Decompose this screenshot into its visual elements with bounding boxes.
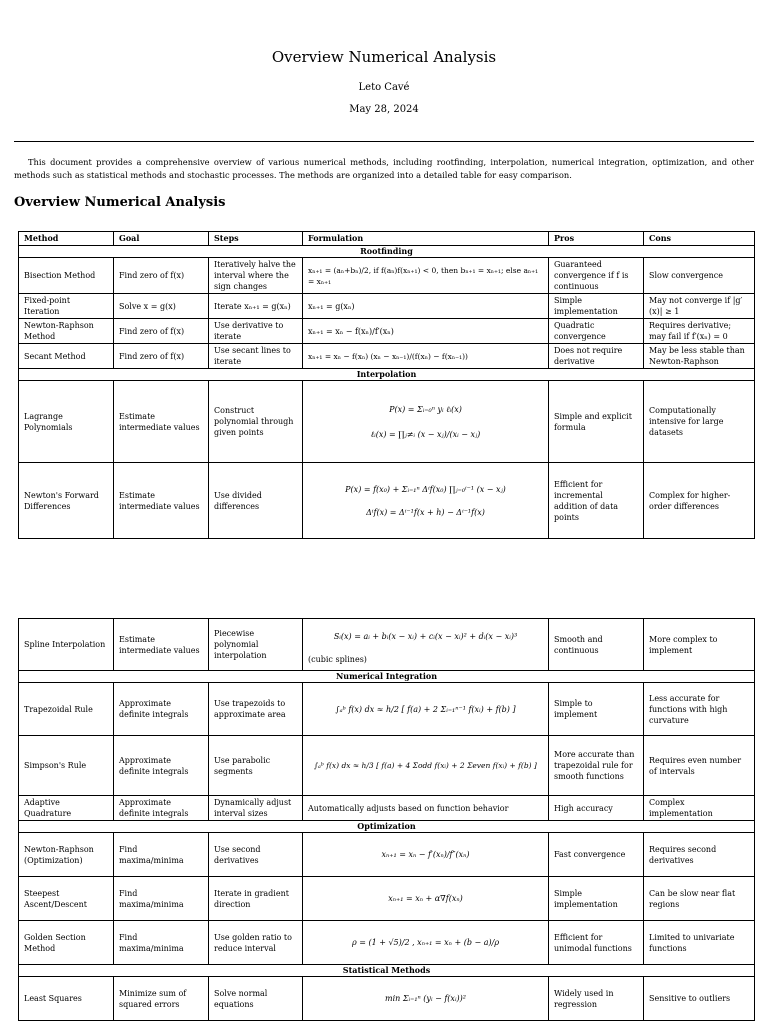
cell-steps: Use divided differences <box>209 463 303 539</box>
formula-line: P(x) = Σᵢ₌₀ⁿ yᵢ ℓᵢ(x) <box>389 404 462 414</box>
cell-pros: Guaranteed convergence if f is continuous <box>549 258 644 294</box>
cell-method: Simpson's Rule <box>19 736 114 796</box>
cell-goal: Find zero of f(x) <box>114 344 209 369</box>
cell-steps: Use parabolic segments <box>209 736 303 796</box>
cell-cons: May not converge if |g′(x)| ≥ 1 <box>644 294 755 319</box>
cell-goal: Estimate intermediate values <box>114 619 209 671</box>
methods-table-part-1 <box>18 231 755 539</box>
header-cons: Cons <box>644 232 755 246</box>
cell-pros: Does not require derivative <box>549 344 644 369</box>
cell-goal: Estimate intermediate values <box>114 381 209 463</box>
cell-method: Secant Method <box>19 344 114 369</box>
cell-formulation: Automatically adjusts based on function behavior <box>303 796 549 821</box>
table-row <box>19 977 755 1021</box>
table-row <box>19 833 755 877</box>
cell-steps: Construct polynomial through given points <box>209 381 303 463</box>
table-row <box>19 921 755 965</box>
cell-pros: Efficient for unimodal functions <box>549 921 644 965</box>
cell-goal: Approximate definite integrals <box>114 736 209 796</box>
formula-note: (cubic splines) <box>308 654 367 664</box>
cell-formulation: xₙ₊₁ = xₙ + α∇f(xₙ) <box>303 877 549 921</box>
table-row <box>19 294 755 319</box>
cell-goal: Find maxima/minima <box>114 921 209 965</box>
cell-steps: Use derivative to iterate <box>209 319 303 344</box>
document-author: Leto Cavé <box>358 82 410 93</box>
table-row <box>19 319 755 344</box>
table-row <box>19 736 755 796</box>
cell-formulation: min Σᵢ₌₁ⁿ (yᵢ − f(xᵢ))² <box>303 977 549 1021</box>
cell-pros: Simple and explicit formula <box>549 381 644 463</box>
table-row <box>19 877 755 921</box>
cell-goal: Approximate definite integrals <box>114 796 209 821</box>
category-row <box>19 246 755 258</box>
category-integration: Numerical Integration <box>19 671 755 683</box>
cell-cons: Requires derivative; may fail if f′(xₙ) = 0 <box>644 319 755 344</box>
category-row <box>19 821 755 833</box>
cell-steps: Use trapezoids to approximate area <box>209 683 303 736</box>
cell-pros: Simple implementation <box>549 877 644 921</box>
formula-line: ℓᵢ(x) = ∏ⱼ≠ᵢ (x − xⱼ)/(xᵢ − xⱼ) <box>370 429 481 439</box>
table-row <box>19 796 755 821</box>
cell-formulation: xₙ₊₁ = (aₙ+bₙ)/2, if f(aₙ)f(xₙ₊₁) < 0, then bₙ₊₁ = xₙ₊₁; else aₙ₊₁ = xₙ₊₁ <box>303 258 549 294</box>
cell-steps: Use golden ratio to reduce interval <box>209 921 303 965</box>
cell-pros: Widely used in regression <box>549 977 644 1021</box>
table-row <box>19 381 755 463</box>
cell-pros: Fast convergence <box>549 833 644 877</box>
cell-steps: Piecewise polynomial interpolation <box>209 619 303 671</box>
cell-goal: Solve x = g(x) <box>114 294 209 319</box>
cell-pros: Simple implementation <box>549 294 644 319</box>
header-goal: Goal <box>114 232 209 246</box>
title-rule <box>14 141 754 142</box>
cell-pros: Smooth and continuous <box>549 619 644 671</box>
cell-formulation: xₙ₊₁ = xₙ − f(xₙ)/f′(xₙ) <box>303 319 549 344</box>
cell-pros: Efficient for incremental addition of data points <box>549 463 644 539</box>
table-header-row <box>19 232 755 246</box>
cell-pros: Quadratic convergence <box>549 319 644 344</box>
cell-formulation: xₙ₊₁ = xₙ − f′(xₙ)/f″(xₙ) <box>303 833 549 877</box>
cell-goal: Find zero of f(x) <box>114 319 209 344</box>
section-heading: Overview Numerical Analysis <box>14 195 226 210</box>
cell-method: Least Squares <box>19 977 114 1021</box>
cell-formulation: ∫ₐᵇ f(x) dx ≈ h/3 [ f(a) + 4 Σodd f(xᵢ) + 2 Σeven f(xᵢ) + f(b) ] <box>303 736 549 796</box>
category-rootfinding: Rootfinding <box>19 246 755 258</box>
cell-steps: Solve normal equations <box>209 977 303 1021</box>
cell-cons: Can be slow near flat regions <box>644 877 755 921</box>
cell-cons: Slow convergence <box>644 258 755 294</box>
abstract: This document provides a comprehensive overview of various numerical methods, including rootfinding, interpolation, numerical integration, optimization, and other methods such as statistical methods and stochastic processes. The methods are organized into a detailed table for easy comparison. <box>14 157 754 180</box>
table-row <box>19 258 755 294</box>
cell-cons: More complex to implement <box>644 619 755 671</box>
cell-pros: High accuracy <box>549 796 644 821</box>
category-row <box>19 369 755 381</box>
cell-steps: Iterate xₙ₊₁ = g(xₙ) <box>209 294 303 319</box>
cell-cons: Requires second derivatives <box>644 833 755 877</box>
cell-method: Newton-Raphson (Optimization) <box>19 833 114 877</box>
cell-formulation: ∫ₐᵇ f(x) dx ≈ h/2 [ f(a) + 2 Σᵢ₌₁ⁿ⁻¹ f(xᵢ) + f(b) ] <box>303 683 549 736</box>
cell-method: Newton's Forward Differences <box>19 463 114 539</box>
cell-method: Steepest Ascent/Descent <box>19 877 114 921</box>
cell-goal: Approximate definite integrals <box>114 683 209 736</box>
cell-method: Trapezoidal Rule <box>19 683 114 736</box>
cell-steps: Dynamically adjust interval sizes <box>209 796 303 821</box>
cell-method: Lagrange Polynomials <box>19 381 114 463</box>
category-interpolation: Interpolation <box>19 369 755 381</box>
formula-line: Δⁱf(x) = Δⁱ⁻¹f(x + h) − Δⁱ⁻¹f(x) <box>366 507 485 517</box>
header-steps: Steps <box>209 232 303 246</box>
cell-cons: Requires even number of intervals <box>644 736 755 796</box>
cell-formulation: xₙ₊₁ = g(xₙ) <box>303 294 549 319</box>
cell-method: Adaptive Quadrature <box>19 796 114 821</box>
cell-formulation <box>303 381 549 463</box>
cell-pros: More accurate than trapezoidal rule for smooth functions <box>549 736 644 796</box>
cell-cons: Complex implementation <box>644 796 755 821</box>
cell-method: Newton-Raphson Method <box>19 319 114 344</box>
header-method: Method <box>19 232 114 246</box>
category-row <box>19 671 755 683</box>
cell-method: Golden Section Method <box>19 921 114 965</box>
cell-pros: Simple to implement <box>549 683 644 736</box>
cell-goal: Find maxima/minima <box>114 833 209 877</box>
category-optimization: Optimization <box>19 821 755 833</box>
cell-cons: Complex for higher-order differences <box>644 463 755 539</box>
cell-goal: Minimize sum of squared errors <box>114 977 209 1021</box>
cell-cons: Limited to univariate functions <box>644 921 755 965</box>
table-row <box>19 463 755 539</box>
table-row <box>19 619 755 671</box>
header-formulation: Formulation <box>303 232 549 246</box>
cell-steps: Use secant lines to iterate <box>209 344 303 369</box>
cell-steps: Iteratively halve the interval where the sign changes <box>209 258 303 294</box>
cell-cons: May be less stable than Newton-Raphson <box>644 344 755 369</box>
cell-goal: Estimate intermediate values <box>114 463 209 539</box>
table-row <box>19 344 755 369</box>
cell-formulation <box>303 463 549 539</box>
cell-cons: Sensitive to outliers <box>644 977 755 1021</box>
methods-table-part-2 <box>18 618 755 1021</box>
cell-formulation: ρ = (1 + √5)/2 , xₙ₊₁ = xₙ + (b − a)/ρ <box>303 921 549 965</box>
category-row <box>19 965 755 977</box>
formula-line: P(x) = f(x₀) + Σᵢ₌₁ⁿ Δⁱf(x₀) ∏ⱼ₌₀ⁱ⁻¹ (x − xⱼ) <box>345 484 506 494</box>
document-date: May 28, 2024 <box>349 104 419 115</box>
cell-goal: Find zero of f(x) <box>114 258 209 294</box>
category-statistical: Statistical Methods <box>19 965 755 977</box>
cell-cons: Less accurate for functions with high curvature <box>644 683 755 736</box>
formula-line: Sᵢ(x) = aᵢ + bᵢ(x − xᵢ) + cᵢ(x − xᵢ)² + dᵢ(x − xᵢ)³ <box>333 631 518 641</box>
cell-method: Spline Interpolation <box>19 619 114 671</box>
cell-formulation <box>303 619 549 671</box>
cell-cons: Computationally intensive for large datasets <box>644 381 755 463</box>
table-row <box>19 683 755 736</box>
cell-steps: Iterate in gradient direction <box>209 877 303 921</box>
document-title: Overview Numerical Analysis <box>271 48 497 66</box>
header-pros: Pros <box>549 232 644 246</box>
cell-goal: Find maxima/minima <box>114 877 209 921</box>
cell-formulation: xₙ₊₁ = xₙ − f(xₙ) (xₙ − xₙ₋₁)/(f(xₙ) − f(xₙ₋₁)) <box>303 344 549 369</box>
cell-method: Bisection Method <box>19 258 114 294</box>
cell-steps: Use second derivatives <box>209 833 303 877</box>
cell-method: Fixed-point Iteration <box>19 294 114 319</box>
